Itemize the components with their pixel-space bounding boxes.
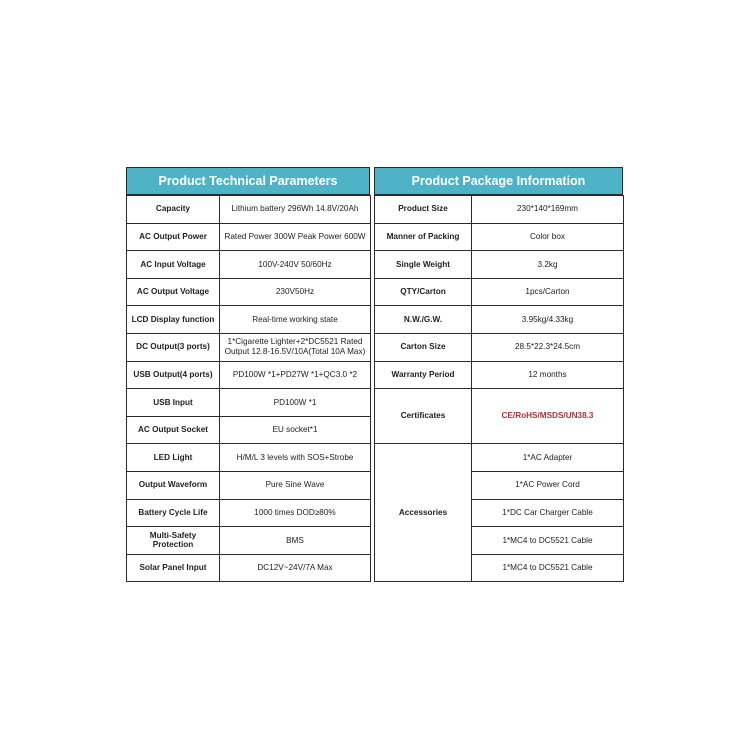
carton-size-label: Carton Size <box>375 333 472 361</box>
dc-output-3-ports-value: 1*Cigarette Lighter+2*DC5521 Rated Output 12.8-16.5V/10A(Total 10A Max) <box>220 333 371 361</box>
accessory-item: 1*MC4 to DC5521 Cable <box>472 527 624 555</box>
table-row <box>127 554 371 582</box>
multi-safety-protection-label: Multi-Safety Protection <box>127 527 220 555</box>
solar-panel-input-value: DC12V~24V/7A Max <box>220 554 371 582</box>
table-row <box>127 389 371 417</box>
spec-sheet <box>126 167 623 582</box>
table-row <box>375 361 624 389</box>
table-row <box>127 361 371 389</box>
technical-parameters-table <box>126 195 371 582</box>
technical-parameters-header: Product Technical Parameters <box>126 167 370 195</box>
header-row <box>126 167 623 195</box>
table-row <box>375 251 624 279</box>
certificates-label: Certificates <box>375 389 472 444</box>
usb-output-4-ports-value: PD100W *1+PD27W *1+QC3.0 *2 <box>220 361 371 389</box>
accessories-label: Accessories <box>375 444 472 582</box>
table-row <box>127 499 371 527</box>
table-row <box>375 444 624 472</box>
led-light-label: LED Light <box>127 444 220 472</box>
nw-gw-value: 3.95kg/4.33kg <box>472 306 624 334</box>
battery-cycle-life-value: 1000 times DOD≥80% <box>220 499 371 527</box>
manner-of-packing-label: Manner of Packing <box>375 223 472 251</box>
ac-output-power-value: Rated Power 300W Peak Power 600W <box>220 223 371 251</box>
capacity-label: Capacity <box>127 196 220 224</box>
usb-input-label: USB Input <box>127 389 220 417</box>
single-weight-value: 3.2kg <box>472 251 624 279</box>
table-row <box>375 333 624 361</box>
ac-input-voltage-label: AC Input Voltage <box>127 251 220 279</box>
carton-size-value: 28.5*22.3*24.5cm <box>472 333 624 361</box>
ac-input-voltage-value: 100V-240V 50/60Hz <box>220 251 371 279</box>
table-row <box>127 196 371 224</box>
table-row <box>127 251 371 279</box>
led-light-value: H/M/L 3 levels with SOS+Strobe <box>220 444 371 472</box>
qty-carton-value: 1pcs/Carton <box>472 278 624 306</box>
accessory-item: 1*AC Power Cord <box>472 471 624 499</box>
ac-output-voltage-label: AC Output Voltage <box>127 278 220 306</box>
nw-gw-label: N.W./G.W. <box>375 306 472 334</box>
table-row <box>375 389 624 444</box>
table-row <box>375 223 624 251</box>
table-row <box>127 306 371 334</box>
output-waveform-label: Output Waveform <box>127 471 220 499</box>
ac-output-socket-label: AC Output Socket <box>127 416 220 444</box>
table-row <box>127 223 371 251</box>
single-weight-label: Single Weight <box>375 251 472 279</box>
capacity-value: Lithium battery 296Wh 14.8V/20Ah <box>220 196 371 224</box>
qty-carton-label: QTY/Carton <box>375 278 472 306</box>
product-size-label: Product Size <box>375 196 472 224</box>
ac-output-socket-value: EU socket*1 <box>220 416 371 444</box>
warranty-period-value: 12 months <box>472 361 624 389</box>
lcd-display-function-label: LCD Display function <box>127 306 220 334</box>
solar-panel-input-label: Solar Panel Input <box>127 554 220 582</box>
output-waveform-value: Pure Sine Wave <box>220 471 371 499</box>
dc-output-3-ports-label: DC Output(3 ports) <box>127 333 220 361</box>
table-row <box>127 416 371 444</box>
table-row <box>375 306 624 334</box>
table-row <box>127 278 371 306</box>
package-information-header: Product Package Information <box>374 167 623 195</box>
table-row <box>375 196 624 224</box>
table-row <box>375 278 624 306</box>
package-information-table <box>374 195 624 582</box>
accessory-item: 1*DC Car Charger Cable <box>472 499 624 527</box>
certificates-value: CE/RoHS/MSDS/UN38.3 <box>472 389 624 444</box>
table-row <box>127 471 371 499</box>
table-row <box>127 333 371 361</box>
ac-output-power-label: AC Output Power <box>127 223 220 251</box>
warranty-period-label: Warranty Period <box>375 361 472 389</box>
battery-cycle-life-label: Battery Cycle Life <box>127 499 220 527</box>
product-size-value: 230*140*169mm <box>472 196 624 224</box>
table-row <box>127 444 371 472</box>
ac-output-voltage-value: 230V50Hz <box>220 278 371 306</box>
lcd-display-function-value: Real-time working state <box>220 306 371 334</box>
usb-output-4-ports-label: USB Output(4 ports) <box>127 361 220 389</box>
accessory-item: 1*AC Adapter <box>472 444 624 472</box>
manner-of-packing-value: Color box <box>472 223 624 251</box>
accessory-item: 1*MC4 to DC5521 Cable <box>472 554 624 582</box>
usb-input-value: PD100W *1 <box>220 389 371 417</box>
table-row <box>127 527 371 555</box>
multi-safety-protection-value: BMS <box>220 527 371 555</box>
